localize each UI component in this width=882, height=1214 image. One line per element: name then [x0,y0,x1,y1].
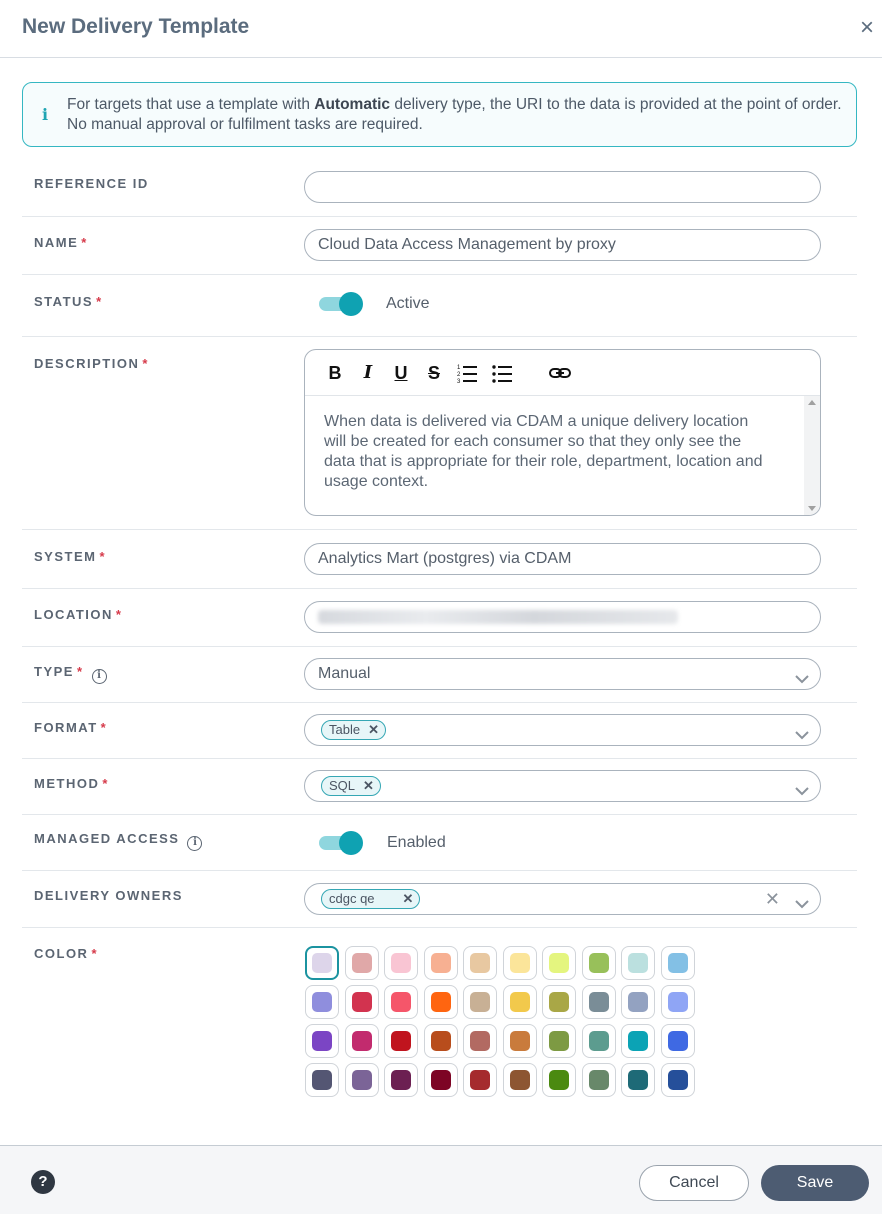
chip-label: SQL [329,778,356,793]
delivery-owner-chip [321,889,420,909]
color-swatch-fill [431,992,451,1012]
color-swatch[interactable] [463,985,497,1019]
color-swatch[interactable] [582,985,616,1019]
format-row [22,703,857,759]
format-label: FORMAT * [34,720,108,735]
color-swatch-fill [628,1031,648,1051]
color-swatch-fill [549,1070,569,1090]
required-marker: * [100,720,108,735]
cancel-button[interactable]: Cancel [639,1165,749,1201]
color-swatch-fill [312,1031,332,1051]
chip-remove-icon[interactable]: ✕ [363,778,374,793]
system-input[interactable]: Analytics Mart (postgres) via CDAM [304,543,821,575]
chip-remove-icon[interactable]: ✕ [368,722,379,737]
required-marker: * [96,294,103,309]
delivery-owners-select[interactable] [304,883,821,915]
status-label: STATUS * [34,294,103,309]
bullet-list-icon[interactable] [491,362,513,384]
delivery-owners-row [22,871,857,928]
scroll-up-icon[interactable] [808,400,816,405]
info-icon: i [41,105,49,124]
color-swatch[interactable] [345,946,379,980]
color-swatch[interactable] [542,1063,576,1097]
color-swatch-fill [431,1070,451,1090]
color-swatch[interactable] [542,985,576,1019]
color-swatch[interactable] [661,946,695,980]
link-icon[interactable] [548,362,572,384]
type-info-icon[interactable]: i [92,669,107,684]
color-swatch[interactable] [384,1024,418,1058]
color-swatch-fill [510,1031,530,1051]
color-swatch-fill [589,1070,609,1090]
color-swatch-fill [431,1031,451,1051]
reference-id-label: REFERENCE ID [34,176,149,191]
color-swatch-fill [312,953,332,973]
color-swatch-fill [470,1070,490,1090]
color-swatch[interactable] [305,985,339,1019]
color-swatch[interactable] [621,1024,655,1058]
reference-id-row [22,159,857,217]
method-label: METHOD * [34,776,109,791]
color-swatch[interactable] [345,1024,379,1058]
method-chip [321,776,381,796]
color-swatch-fill [391,1070,411,1090]
close-icon[interactable]: × [859,14,874,41]
type-select[interactable] [304,658,821,690]
color-swatch[interactable] [661,985,695,1019]
color-swatch[interactable] [582,1063,616,1097]
color-swatch[interactable] [384,1063,418,1097]
location-blurred-value [318,610,678,624]
managed-access-label: MANAGED ACCESS i [34,831,202,851]
color-swatch[interactable] [424,946,458,980]
required-marker: * [142,356,149,371]
strikethrough-button[interactable]: S [427,363,440,383]
required-marker: * [102,776,109,791]
color-swatch[interactable] [463,946,497,980]
color-swatch-fill [352,1070,372,1090]
color-swatch-fill [510,1070,530,1090]
color-swatch[interactable] [621,946,655,980]
color-swatch[interactable] [582,946,616,980]
color-swatch-fill [668,1031,688,1051]
color-swatch-fill [668,1070,688,1090]
type-row [22,647,857,703]
system-label: SYSTEM * [34,549,107,564]
name-row [22,217,857,275]
color-swatch-fill [589,992,609,1012]
chevron-down-icon[interactable] [794,723,810,737]
clear-icon[interactable]: ✕ [764,889,780,909]
color-swatch-fill [628,1070,648,1090]
toggle-knob [339,831,363,855]
color-swatch-fill [549,1031,569,1051]
color-swatch-fill [668,953,688,973]
color-swatch-fill [431,953,451,973]
scroll-down-icon[interactable] [808,506,816,511]
description-row [22,337,857,530]
chip-label: cdgc qe [329,891,375,906]
dialog-title: New Delivery Template [22,15,250,38]
color-swatch[interactable] [661,1024,695,1058]
info-banner [22,82,857,147]
chip-label: Table [329,722,361,737]
color-swatch-fill [312,1070,332,1090]
status-toggle[interactable] [319,297,361,311]
color-swatch[interactable] [503,985,537,1019]
color-swatch[interactable] [424,1063,458,1097]
method-select[interactable] [304,770,821,802]
color-swatch-fill [510,992,530,1012]
color-swatch-fill [391,953,411,973]
color-swatch-fill [470,992,490,1012]
color-swatch[interactable] [582,1024,616,1058]
ordered-list-icon[interactable] [456,362,478,384]
save-button[interactable]: Save [761,1165,869,1201]
dialog-header [0,0,882,58]
color-swatch[interactable] [542,1024,576,1058]
description-label: DESCRIPTION * [34,356,149,371]
method-row [22,759,857,815]
color-swatch[interactable] [424,1024,458,1058]
required-marker: * [81,235,88,250]
description-text[interactable]: When data is delivered via CDAM a unique delivery location will be created for each consumer so that they only see the data that is appropriate for their role, department, location and usage context. [324,413,763,490]
required-marker: * [99,549,107,564]
system-row [22,530,857,589]
color-swatch[interactable] [661,1063,695,1097]
svg-text:2: 2 [457,372,461,378]
color-swatch-fill [391,1031,411,1051]
color-swatch[interactable] [463,1024,497,1058]
managed-access-info-icon[interactable]: i [187,836,202,851]
color-swatch[interactable] [384,985,418,1019]
color-swatch-fill [549,992,569,1012]
color-swatch[interactable] [305,1063,339,1097]
color-swatch[interactable] [542,946,576,980]
italic-button[interactable]: I [363,362,373,383]
location-input[interactable] [304,601,821,633]
color-swatch-fill [312,992,332,1012]
color-swatch[interactable] [384,946,418,980]
color-swatch-fill [668,992,688,1012]
color-swatch[interactable] [621,985,655,1019]
color-swatch-fill [589,1031,609,1051]
color-swatch-fill [391,992,411,1012]
color-swatch[interactable] [621,1063,655,1097]
color-swatch-fill [628,953,648,973]
description-editor [304,349,821,516]
location-label: LOCATION * [34,607,123,622]
required-marker: * [76,664,84,679]
color-swatch[interactable] [463,1063,497,1097]
location-row [22,589,857,647]
color-swatch-fill [470,1031,490,1051]
color-swatch-fill [589,953,609,973]
format-select[interactable] [304,714,821,746]
color-row [22,928,857,1108]
color-swatch[interactable] [345,985,379,1019]
color-swatch-fill [510,953,530,973]
color-swatch-fill [352,1031,372,1051]
chip-remove-icon[interactable]: ✕ [402,891,414,906]
help-icon[interactable]: ? [31,1170,55,1194]
color-swatch[interactable] [503,1024,537,1058]
chevron-down-icon[interactable] [794,779,810,793]
underline-button[interactable]: U [394,363,408,383]
bold-button[interactable]: B [328,363,342,383]
editor-toolbar [305,350,820,396]
status-row [22,275,857,337]
dialog-footer [0,1145,882,1214]
managed-access-row [22,815,857,871]
info-text-before: For targets that use a template with [67,96,315,113]
color-swatch[interactable] [424,985,458,1019]
color-swatch-fill [352,992,372,1012]
delivery-owners-label: DELIVERY OWNERS [34,888,183,903]
color-swatch[interactable] [305,1024,339,1058]
editor-scrollbar[interactable] [804,396,820,516]
color-swatch[interactable] [305,946,339,980]
info-banner-text [67,95,847,135]
color-label: COLOR * [34,946,99,961]
managed-access-toggle[interactable] [319,836,361,850]
color-swatch-fill [628,992,648,1012]
chevron-down-icon[interactable] [794,892,810,906]
name-label: NAME * [34,235,88,250]
color-swatch-fill [470,953,490,973]
color-swatch[interactable] [345,1063,379,1097]
info-text-after: delivery type, the URI to the data is provided at the point of order. No manual approval or fulfilment tasks are required. [67,96,842,133]
color-swatch-fill [549,953,569,973]
color-swatch-fill [352,953,372,973]
chevron-down-icon[interactable] [794,667,810,681]
name-input[interactable]: Cloud Data Access Management by proxy [304,229,821,261]
color-swatch[interactable] [503,946,537,980]
svg-text:1: 1 [457,365,461,371]
toggle-knob [339,292,363,316]
color-swatch[interactable] [503,1063,537,1097]
managed-access-toggle-label: Enabled [387,834,446,851]
svg-text:3: 3 [457,379,461,384]
format-chip [321,720,386,740]
reference-id-input[interactable] [304,171,821,203]
type-selected-value: Manual [318,665,371,682]
type-label: TYPE * i [34,664,107,684]
required-marker: * [115,607,123,622]
info-text-bold: Automatic [314,96,391,113]
required-marker: * [91,946,99,961]
status-toggle-label: Active [386,295,430,312]
